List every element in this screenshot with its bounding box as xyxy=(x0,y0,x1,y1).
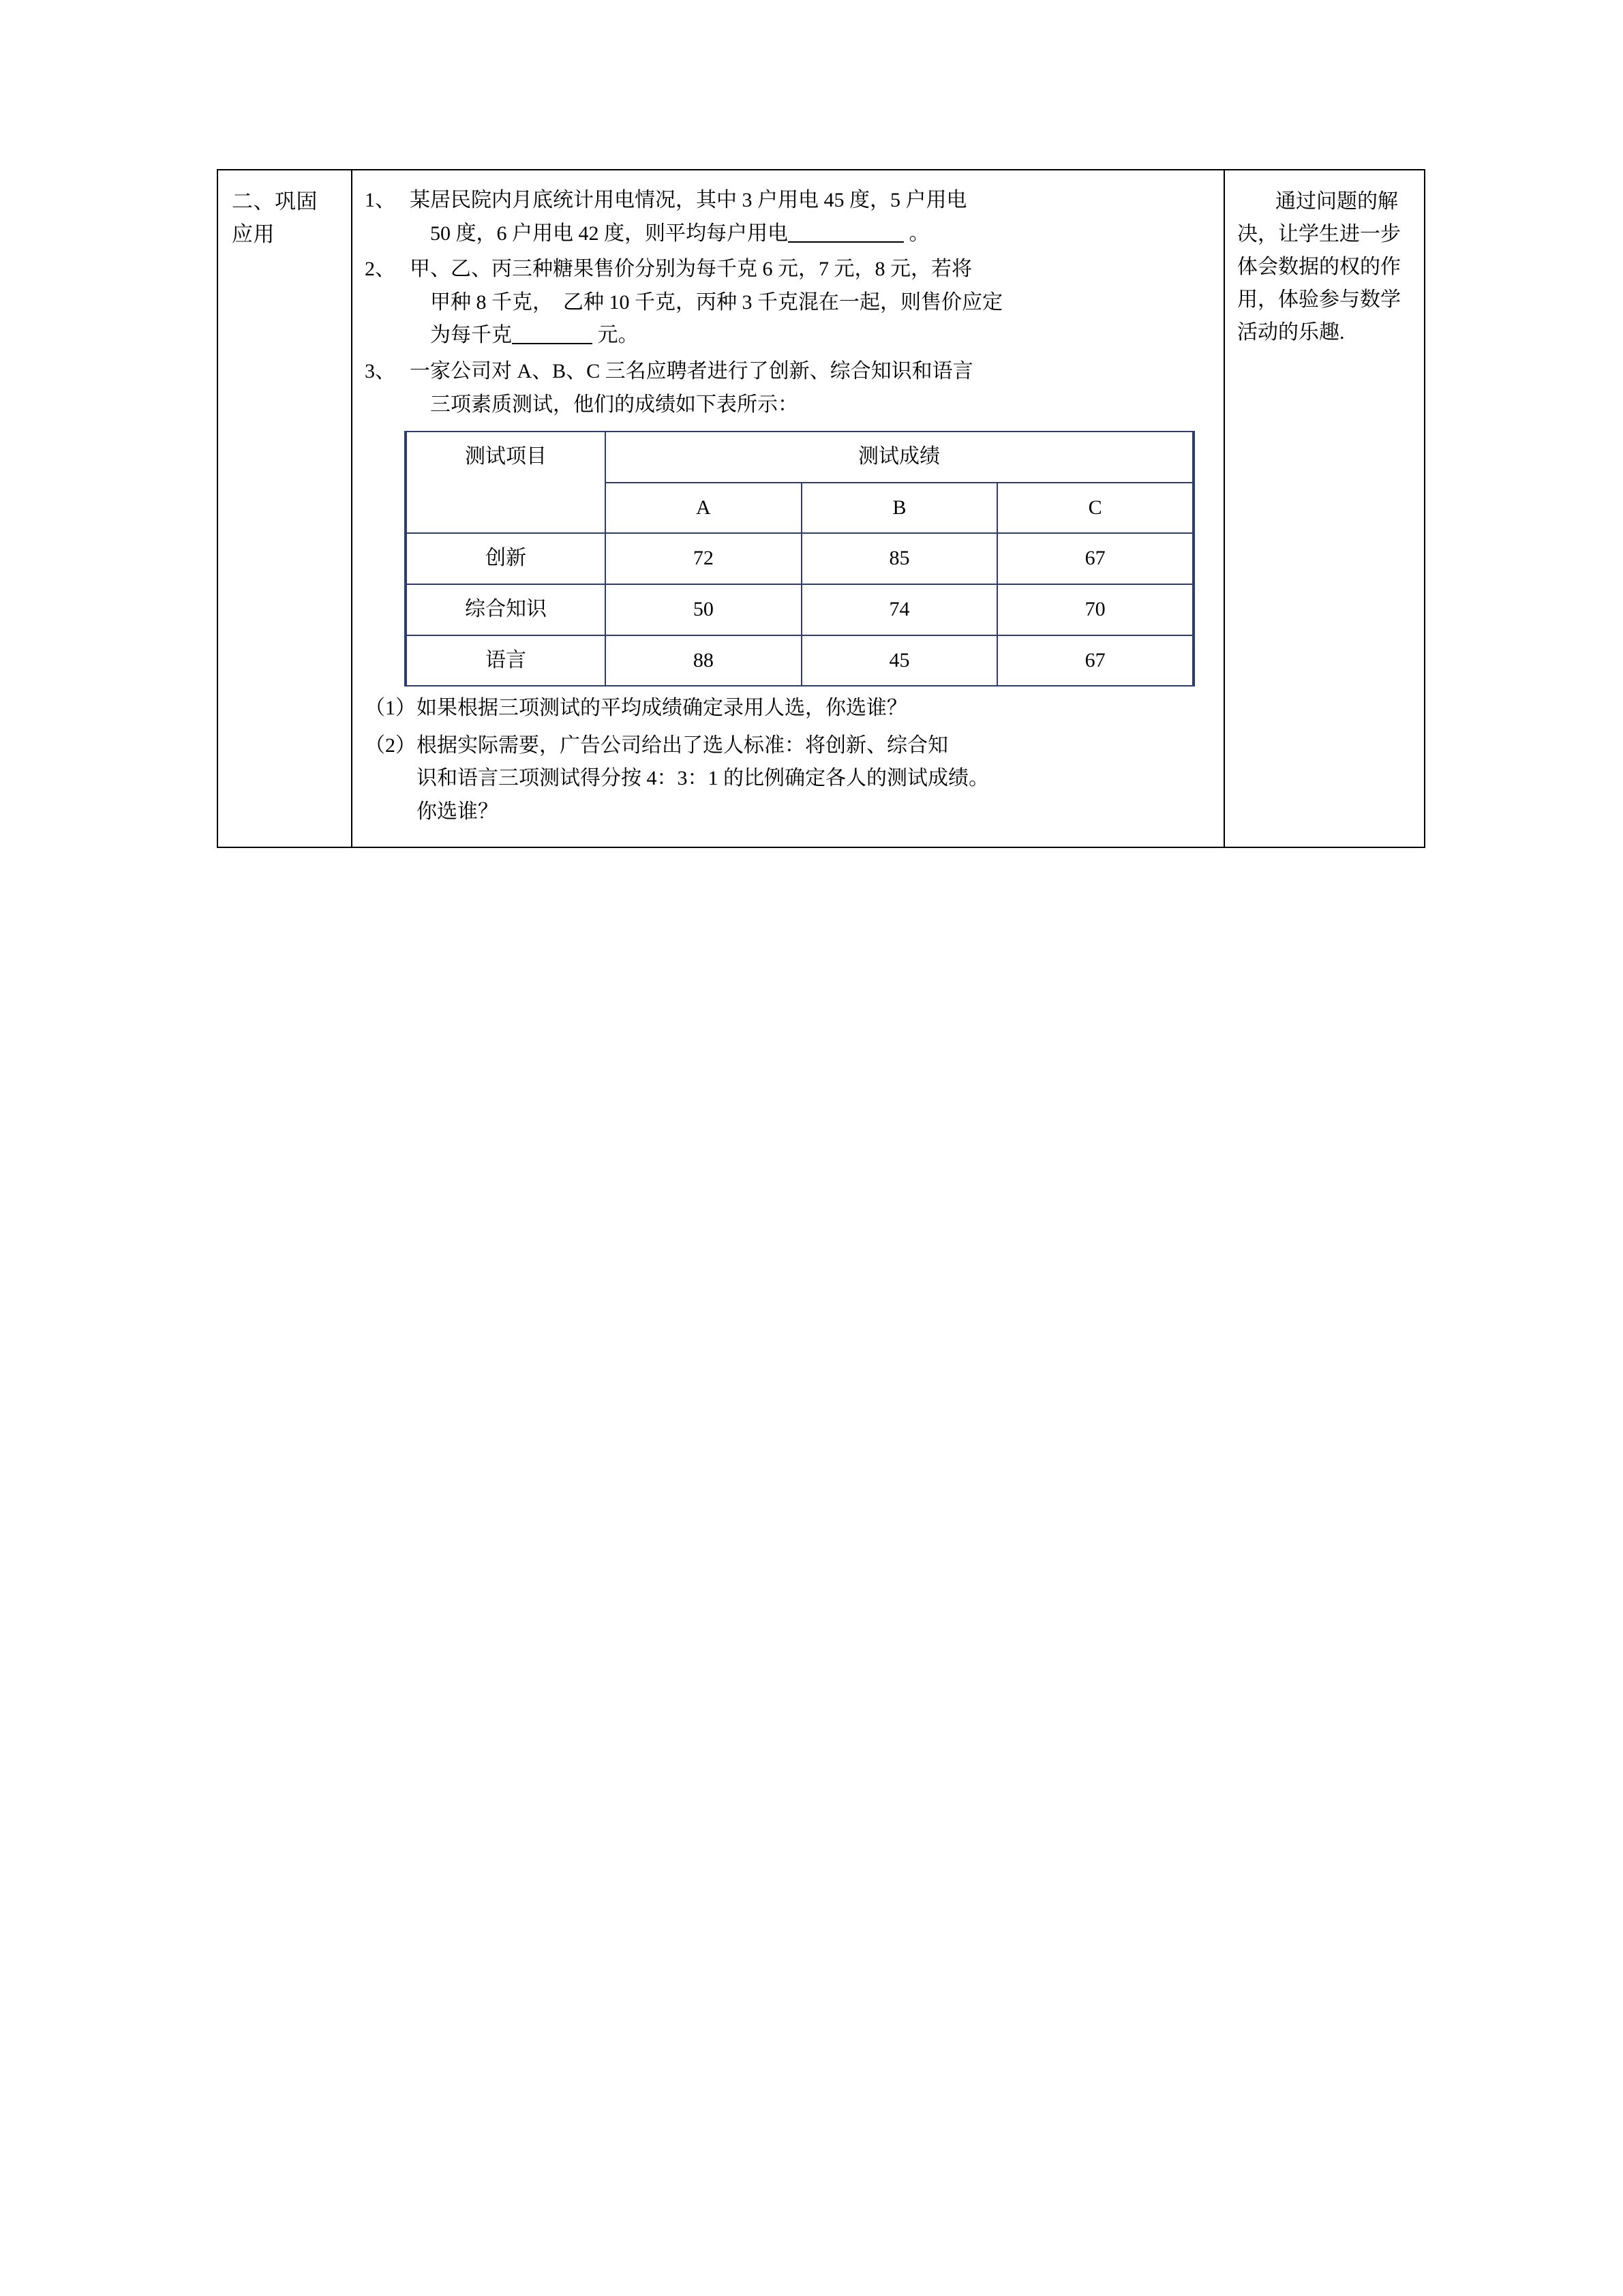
sub-question-1 xyxy=(365,692,1209,725)
sub-question-number-1: （1） xyxy=(365,697,416,720)
score-header-candidate-c: C xyxy=(997,483,1194,534)
question-body-3 xyxy=(410,355,1209,421)
score-cell-1-1: 74 xyxy=(802,584,998,635)
sub-question-2-line2: 识和语言三项测试得分按 4：3：1 的比例确定各人的测试成绩。 xyxy=(416,767,989,790)
question-3-line1: 一家公司对 A、B、C 三名应聘者进行了创新、综合知识和语言 xyxy=(410,359,973,382)
question-2-line3 xyxy=(410,319,1209,352)
teaching-note xyxy=(1225,170,1424,364)
score-header-candidate-b: B xyxy=(802,483,998,534)
question-1-line2-end: 。 xyxy=(909,222,930,245)
question-2-line3-end: 元。 xyxy=(597,324,639,347)
question-2-line2: 甲种 8 千克， 乙种 10 千克，丙种 3 千克混在一起，则售价应定 xyxy=(430,290,1003,314)
score-header-group: 测试成绩 xyxy=(605,432,1194,483)
question-number-3: 3、 xyxy=(365,359,395,382)
score-table xyxy=(404,431,1195,686)
score-header-candidate-a: A xyxy=(605,483,802,534)
section-label xyxy=(218,170,351,266)
teaching-note-cell xyxy=(1224,170,1425,847)
teaching-note-text: 通过问题的解决，让学生进一步体会数据的权的作用，体验参与数学活动的乐趣. xyxy=(1237,190,1401,344)
score-table-row-language xyxy=(406,635,1194,686)
sub-question-2-line3: 你选谁？ xyxy=(416,800,498,823)
score-cell-1-2: 70 xyxy=(997,584,1194,635)
score-cell-2-2: 67 xyxy=(997,635,1194,686)
question-item-1 xyxy=(365,184,1209,250)
score-cell-0-1: 85 xyxy=(802,533,998,584)
score-header-item: 测试项目 xyxy=(406,432,605,533)
section-label-cell xyxy=(217,170,352,847)
table-row xyxy=(217,170,1425,847)
score-table-wrapper xyxy=(404,431,1195,686)
question-number-2: 2、 xyxy=(365,258,395,281)
score-cell-1-0: 50 xyxy=(605,584,802,635)
score-cell-0-2: 67 xyxy=(997,533,1194,584)
lesson-plan-table xyxy=(217,169,1425,848)
sub-question-body-1: 如果根据三项测试的平均成绩确定录用人选，你选谁？ xyxy=(416,697,907,720)
question-3-line2: 三项素质测试，他们的成绩如下表所示： xyxy=(430,393,798,416)
sub-question-body-2 xyxy=(416,729,1209,829)
question-number-1: 1、 xyxy=(365,189,395,211)
section-label-line1: 二、巩固 xyxy=(232,190,318,213)
score-row-label-0: 创新 xyxy=(406,533,605,584)
score-cell-2-0: 88 xyxy=(605,635,802,686)
question-item-3 xyxy=(365,355,1209,421)
question-body-1 xyxy=(410,184,1209,250)
score-cell-2-1: 45 xyxy=(802,635,998,686)
sub-question-number-2: （2） xyxy=(365,734,416,757)
question-1-line2-text: 50 度，6 户用电 42 度，则平均每户用电 xyxy=(430,222,788,245)
answer-blank-q2[interactable] xyxy=(512,343,592,344)
answer-blank-q1[interactable] xyxy=(788,241,904,243)
question-1-line2 xyxy=(410,217,1209,251)
score-cell-0-0: 72 xyxy=(605,533,802,584)
question-body-2 xyxy=(410,253,1209,352)
sub-question-2-line1: 根据实际需要，广告公司给出了选人标准：将创新、综合知 xyxy=(416,734,948,757)
score-table-row-knowledge xyxy=(406,584,1194,635)
question-1-line1: 某居民院内月底统计用电情况，其中 3 户用电 45 度，5 户用电 xyxy=(410,189,967,211)
score-table-row-innovation xyxy=(406,533,1194,584)
exercise-content-cell xyxy=(352,170,1224,847)
score-table-header-row-1 xyxy=(406,432,1194,483)
question-2-line1: 甲、乙、丙三种糖果售价分别为每千克 6 元，7 元，8 元，若将 xyxy=(410,258,972,281)
question-2-line3-text: 为每千克 xyxy=(430,324,512,347)
section-label-line2: 应用 xyxy=(232,222,275,247)
question-item-2 xyxy=(365,253,1209,352)
score-row-label-2: 语言 xyxy=(406,635,605,686)
sub-question-2 xyxy=(365,729,1209,829)
exercise-content xyxy=(352,170,1224,847)
score-row-label-1: 综合知识 xyxy=(406,584,605,635)
